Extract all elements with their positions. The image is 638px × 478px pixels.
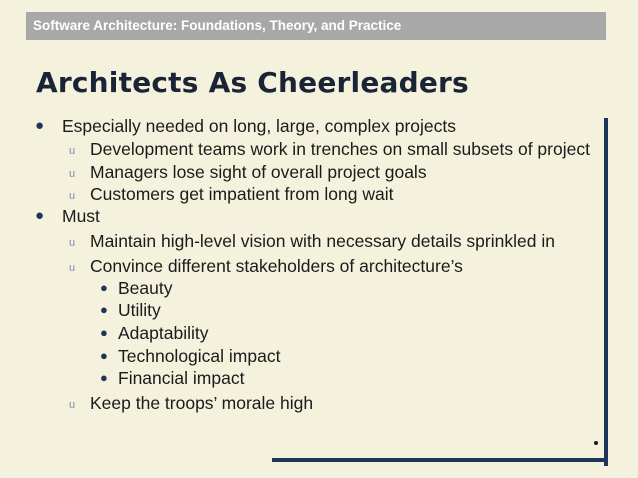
sub-bullet-text: Convince different stakeholders of architecture’s xyxy=(90,256,463,276)
sub-bullet-marker-icon: u xyxy=(69,168,76,180)
sub-sub-bullet-item xyxy=(100,346,281,367)
bullet-dot-icon: ● xyxy=(35,117,45,134)
bullet-dot-icon: ● xyxy=(100,280,108,295)
sub-sub-bullet-text: Utility xyxy=(118,300,161,320)
bullet-dot-icon: ● xyxy=(100,348,108,363)
sub-sub-bullet-item xyxy=(100,278,173,299)
sub-bullet-marker-icon: u xyxy=(69,190,76,202)
sub-bullet-marker-icon: u xyxy=(69,145,76,157)
bullet-dot-icon: ● xyxy=(100,302,108,317)
bullet-dot-icon: ● xyxy=(100,325,108,340)
sub-bullet-text: Managers lose sight of overall project goals xyxy=(90,162,427,182)
sub-bullet-text: Maintain high-level vision with necessary details sprinkled in xyxy=(90,231,555,251)
bullet-text: Must xyxy=(62,206,100,226)
sub-bullet-text: Keep the troops’ morale high xyxy=(90,393,314,413)
sub-bullet-item xyxy=(69,184,394,205)
bullet-item xyxy=(35,116,456,137)
sub-sub-bullet-item xyxy=(100,300,161,321)
sub-sub-bullet-text: Financial impact xyxy=(118,368,245,388)
bullet-dot-icon: ● xyxy=(100,370,108,385)
sub-bullet-item xyxy=(69,256,463,277)
sub-sub-bullet-item xyxy=(100,368,245,389)
bullet-dot-icon: ● xyxy=(35,207,45,224)
sub-bullet-item xyxy=(69,139,590,160)
frame-bottom-border xyxy=(272,458,608,462)
sub-bullet-item xyxy=(69,231,555,252)
bullet-text: Especially needed on long, large, complex projects xyxy=(62,116,456,136)
sub-sub-bullet-text: Beauty xyxy=(118,278,173,298)
sub-sub-bullet-text: Adaptability xyxy=(118,323,209,343)
sub-bullet-item xyxy=(69,393,314,414)
sub-bullet-item xyxy=(69,162,427,183)
sub-bullet-text: Customers get impatient from long wait xyxy=(90,184,394,204)
sub-bullet-marker-icon: u xyxy=(69,237,76,249)
slide-title: Architects As Cheerleaders xyxy=(36,66,469,99)
sub-bullet-marker-icon: u xyxy=(69,262,76,274)
sub-sub-bullet-item xyxy=(100,323,209,344)
header-bar xyxy=(26,12,606,40)
sub-bullet-text: Development teams work in trenches on small subsets of project xyxy=(90,139,590,159)
bullet-item xyxy=(35,206,100,227)
sub-bullet-marker-icon: u xyxy=(69,399,76,411)
sub-sub-bullet-text: Technological impact xyxy=(118,346,281,366)
slide-number-dot-icon xyxy=(594,441,598,445)
frame-right-border xyxy=(604,118,608,466)
header-title: Software Architecture: Foundations, Theory, and Practice xyxy=(33,18,402,33)
